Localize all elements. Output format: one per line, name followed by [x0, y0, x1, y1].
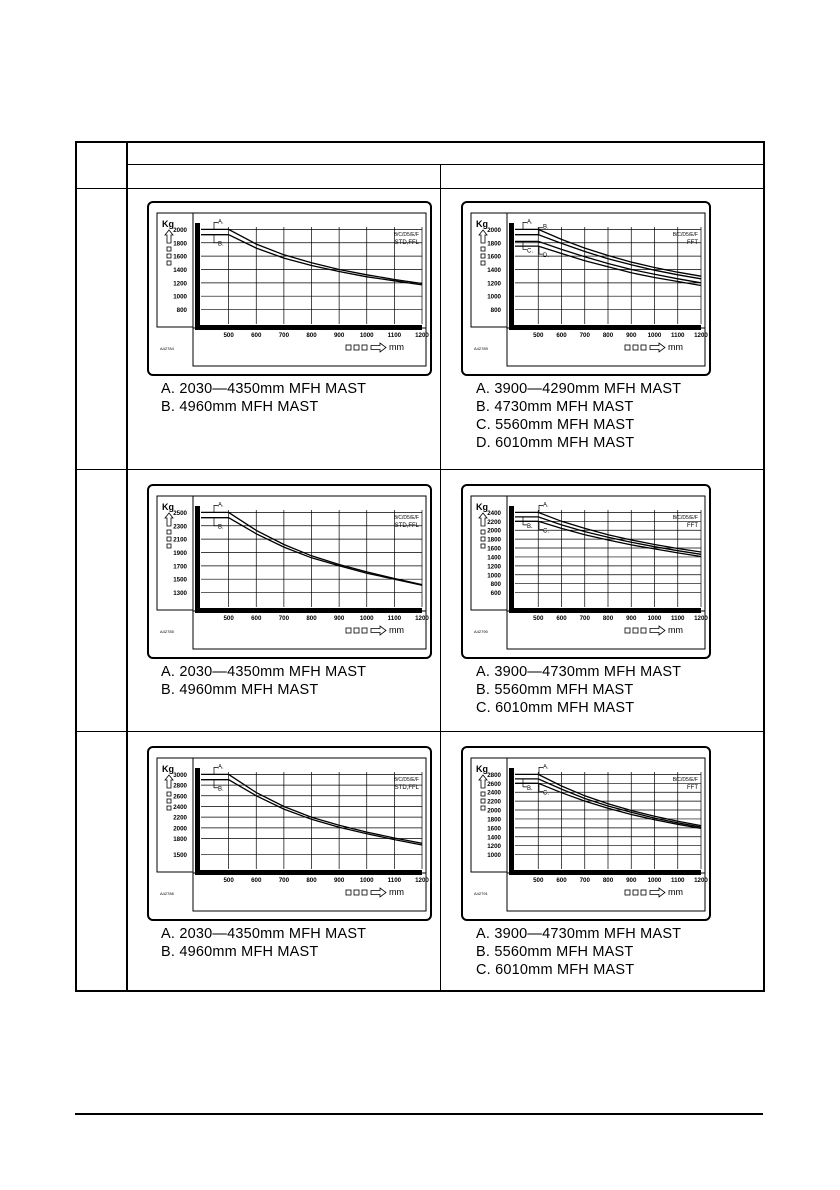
x-tick-label: 1000	[359, 615, 374, 622]
series-label: A.	[218, 764, 224, 771]
x-axis-label: mm	[668, 887, 683, 897]
unit-box-icon	[641, 628, 646, 633]
x-tick-label: 1100	[387, 615, 402, 622]
unit-box-icon	[167, 792, 171, 796]
y-tick-label: 1600	[173, 253, 187, 261]
legend-item: A. 2030—4350mm MFH MAST	[161, 664, 367, 680]
unit-box-icon	[167, 544, 171, 548]
x-tick-label: 500	[223, 615, 234, 622]
y-tick-label: 800	[490, 581, 501, 589]
up-arrow-icon	[165, 513, 173, 526]
x-tick-label: 1200	[415, 615, 429, 622]
unit-box-icon	[167, 537, 171, 541]
y-tick-label: 2200	[173, 814, 187, 822]
x-tick-label: 800	[306, 877, 317, 884]
y-tick-label: 1800	[487, 240, 501, 248]
y-axis-label: Kg	[162, 502, 174, 512]
x-tick-label: 1000	[359, 332, 374, 339]
legend-item: B. 4960mm MFH MAST	[161, 399, 319, 415]
legend-item: C. 6010mm MFH MAST	[476, 962, 635, 978]
series-label: B.	[527, 785, 533, 792]
x-tick-label: 700	[278, 877, 290, 884]
unit-box-icon	[362, 628, 367, 633]
y-tick-label: 1400	[173, 266, 187, 274]
series-label: A.	[218, 219, 224, 226]
y-tick-label: 800	[490, 307, 501, 315]
y-tick-label: 2200	[487, 518, 501, 526]
x-tick-label: 900	[333, 615, 345, 622]
figure-id: A42785	[160, 629, 174, 634]
unit-box-icon	[633, 628, 638, 633]
unit-box-icon	[481, 544, 485, 548]
chart-legend	[161, 925, 366, 961]
unit-box-icon	[481, 247, 485, 251]
chart-code: B/C/D5/E/F	[672, 777, 698, 783]
footer-rule	[75, 1113, 763, 1115]
y-tick-label: 2200	[487, 798, 501, 806]
plot-frame	[193, 758, 426, 873]
y-tick-label: 1500	[173, 576, 187, 584]
up-arrow-icon	[479, 230, 487, 243]
chart-tag: FFT	[687, 240, 698, 246]
x-axis-bar	[509, 608, 701, 613]
x-axis-bar	[509, 325, 701, 330]
chart-code: B/C/D5/E/F	[672, 232, 698, 238]
x-axis-bar	[195, 870, 422, 875]
chart-cell-r3-c1	[127, 732, 440, 990]
chart-cell-r2-c2	[441, 470, 763, 731]
series-label: B.	[527, 523, 533, 530]
y-tick-label: 2000	[487, 527, 501, 535]
x-tick-label: 700	[579, 615, 590, 622]
figure-id: A42790	[474, 629, 488, 634]
chart-cell-r2-c1	[127, 470, 440, 731]
chart-tag: STD,FFL	[394, 785, 419, 791]
chart-panel	[147, 201, 432, 376]
chart-legend	[476, 663, 681, 717]
series-label: C.	[543, 528, 549, 535]
chart-panel	[461, 201, 711, 376]
y-tick-label: 1300	[173, 590, 187, 598]
y-tick-label: 2300	[173, 523, 187, 531]
x-tick-label: 800	[602, 877, 614, 884]
chart-tag: STD,FFL	[394, 240, 419, 246]
up-arrow-icon	[479, 775, 487, 788]
y-tick-label: 1500	[173, 852, 187, 860]
y-tick-label: 1200	[173, 280, 187, 288]
y-tick-label: 3000	[173, 771, 187, 779]
right-arrow-icon	[650, 343, 665, 352]
x-tick-label: 1000	[647, 615, 662, 622]
chart-code: B/C/D5/E/F	[393, 777, 419, 783]
series-label: D.	[543, 253, 549, 260]
y-tick-label: 1000	[487, 572, 501, 580]
plot-frame	[507, 213, 705, 328]
x-tick-label: 700	[579, 877, 590, 884]
legend-item: A. 2030—4350mm MFH MAST	[161, 926, 367, 942]
y-tick-label: 1700	[173, 563, 187, 571]
y-tick-label: 2000	[173, 825, 187, 833]
unit-box-icon	[481, 537, 485, 541]
up-arrow-icon	[479, 513, 487, 526]
y-tick-label: 1800	[173, 836, 187, 844]
x-tick-label: 900	[333, 877, 345, 884]
unit-box-icon	[362, 890, 367, 895]
y-tick-label: 1800	[173, 240, 187, 248]
figure-id: A42791	[474, 891, 488, 896]
plot-frame	[193, 213, 426, 328]
chart-tag: FFT	[687, 785, 698, 791]
legend-item: B. 4960mm MFH MAST	[161, 944, 319, 960]
x-tick-label: 1200	[694, 615, 708, 622]
x-axis-label: mm	[389, 625, 404, 635]
x-tick-label: 600	[556, 877, 567, 884]
unit-box-icon	[481, 806, 485, 810]
x-tick-label: 900	[626, 877, 637, 884]
x-tick-label: 900	[626, 332, 637, 339]
series-label: C.	[527, 248, 533, 255]
chart-cell-r3-c2	[441, 732, 763, 990]
plot-frame	[193, 496, 426, 611]
x-tick-label: 900	[333, 332, 345, 339]
x-tick-label: 1200	[694, 877, 708, 884]
unit-box-icon	[167, 799, 171, 803]
unit-box-icon	[625, 628, 630, 633]
y-tick-label: 2400	[487, 789, 501, 797]
chart-legend	[476, 380, 681, 452]
legend-item: A. 2030—4350mm MFH MAST	[161, 381, 367, 397]
y-tick-label: 2000	[173, 226, 187, 234]
y-tick-label: 1400	[487, 266, 501, 274]
right-arrow-icon	[371, 888, 386, 897]
chart-panel	[147, 746, 432, 921]
unit-box-icon	[167, 806, 171, 810]
y-axis-bar	[509, 506, 514, 613]
plot-frame	[507, 496, 705, 611]
legend-item: C. 5560mm MFH MAST	[476, 417, 635, 433]
y-axis-bar	[195, 506, 200, 613]
x-tick-label: 700	[278, 615, 290, 622]
y-tick-label: 2000	[487, 226, 501, 234]
x-tick-label: 1000	[647, 332, 662, 339]
unit-box-icon	[481, 254, 485, 258]
unit-box-icon	[167, 254, 171, 258]
series-label: A.	[218, 502, 224, 509]
x-tick-label: 1100	[671, 615, 685, 622]
y-tick-label: 1000	[487, 293, 501, 301]
legend-item: A. 3900—4730mm MFH MAST	[476, 926, 682, 942]
y-axis-label: Kg	[476, 502, 488, 512]
figure-id: A42786	[160, 891, 174, 896]
unit-box-icon	[481, 530, 485, 534]
y-tick-label: 1600	[487, 253, 501, 261]
series-label: B.	[543, 224, 549, 231]
x-tick-label: 1000	[647, 877, 662, 884]
chart-code: B/C/D5/E/F	[393, 232, 419, 238]
chart-cell-r1-c2	[441, 189, 763, 469]
series-label: A.	[543, 764, 549, 771]
y-tick-label: 1000	[173, 293, 187, 301]
unit-box-icon	[362, 345, 367, 350]
unit-box-icon	[641, 890, 646, 895]
right-arrow-icon	[371, 626, 386, 635]
x-axis-label: mm	[389, 342, 404, 352]
y-tick-label: 1200	[487, 280, 501, 288]
y-axis-bar	[509, 768, 514, 875]
unit-box-icon	[167, 261, 171, 265]
y-tick-label: 2400	[173, 803, 187, 811]
y-tick-label: 2400	[487, 509, 501, 517]
table-header-rule-1	[126, 164, 763, 165]
unit-box-icon	[354, 345, 359, 350]
plot-frame	[507, 758, 705, 873]
unit-box-icon	[354, 628, 359, 633]
chart-legend	[161, 663, 366, 699]
x-tick-label: 800	[306, 332, 317, 339]
chart-tag: FFT	[687, 523, 698, 529]
legend-item: B. 5560mm MFH MAST	[476, 944, 634, 960]
y-axis-label: Kg	[476, 219, 488, 229]
y-tick-label: 800	[176, 307, 187, 315]
unit-box-icon	[354, 890, 359, 895]
unit-box-icon	[167, 247, 171, 251]
legend-item: B. 4960mm MFH MAST	[161, 682, 319, 698]
x-tick-label: 500	[533, 877, 544, 884]
up-arrow-icon	[165, 775, 173, 788]
x-tick-label: 500	[533, 332, 544, 339]
x-tick-label: 1000	[359, 877, 374, 884]
figure-id: A42789	[474, 346, 488, 351]
x-tick-label: 1200	[415, 332, 429, 339]
figure-id: A42784	[160, 346, 174, 351]
x-tick-label: 600	[251, 615, 262, 622]
right-arrow-icon	[650, 626, 665, 635]
x-tick-label: 800	[602, 615, 614, 622]
x-tick-label: 500	[223, 877, 234, 884]
y-tick-label: 2600	[487, 780, 501, 788]
x-axis-bar	[195, 608, 422, 613]
y-tick-label: 1000	[487, 852, 501, 860]
y-tick-label: 1400	[487, 554, 501, 562]
legend-item: D. 6010mm MFH MAST	[476, 435, 635, 451]
x-axis-label: mm	[389, 887, 404, 897]
series-label: A.	[543, 502, 549, 509]
y-tick-label: 600	[490, 590, 501, 598]
y-tick-label: 1200	[487, 843, 501, 851]
y-axis-label: Kg	[476, 764, 488, 774]
x-tick-label: 500	[533, 615, 544, 622]
series-label: B.	[218, 524, 224, 531]
x-tick-label: 1100	[671, 332, 685, 339]
unit-box-icon	[346, 890, 351, 895]
chart-legend	[476, 925, 681, 979]
x-tick-label: 1100	[671, 877, 685, 884]
right-arrow-icon	[650, 888, 665, 897]
chart-legend	[161, 380, 366, 416]
y-axis-bar	[509, 223, 514, 330]
y-axis-bar	[195, 768, 200, 875]
legend-item: B. 4730mm MFH MAST	[476, 399, 634, 415]
y-tick-label: 2000	[487, 807, 501, 815]
x-tick-label: 700	[278, 332, 290, 339]
x-axis-label: mm	[668, 625, 683, 635]
unit-box-icon	[481, 792, 485, 796]
unit-box-icon	[625, 890, 630, 895]
load-chart-table	[75, 141, 765, 992]
y-tick-label: 2100	[173, 536, 187, 544]
series-label: C.	[543, 790, 549, 797]
unit-box-icon	[625, 345, 630, 350]
unit-box-icon	[633, 345, 638, 350]
legend-item: B. 5560mm MFH MAST	[476, 682, 634, 698]
y-tick-label: 2500	[173, 509, 187, 517]
y-tick-label: 1800	[487, 536, 501, 544]
x-tick-label: 700	[579, 332, 590, 339]
x-tick-label: 800	[602, 332, 614, 339]
chart-code: B/C/D5/E/F	[393, 515, 419, 521]
y-axis-label: Kg	[162, 219, 174, 229]
unit-box-icon	[481, 261, 485, 265]
y-tick-label: 1400	[487, 834, 501, 842]
unit-box-icon	[167, 530, 171, 534]
x-tick-label: 600	[251, 332, 262, 339]
y-tick-label: 1200	[487, 563, 501, 571]
y-axis-label: Kg	[162, 764, 174, 774]
chart-cell-r1-c1	[127, 189, 440, 469]
x-tick-label: 600	[556, 615, 567, 622]
x-axis-label: mm	[668, 342, 683, 352]
y-tick-label: 2600	[173, 793, 187, 801]
y-axis-bar	[195, 223, 200, 330]
x-tick-label: 800	[306, 615, 317, 622]
x-tick-label: 500	[223, 332, 234, 339]
legend-item: A. 3900—4290mm MFH MAST	[476, 381, 682, 397]
x-tick-label: 900	[626, 615, 637, 622]
right-arrow-icon	[371, 343, 386, 352]
series-label: B.	[218, 786, 224, 793]
chart-tag: STD,FFL	[394, 523, 419, 529]
x-axis-bar	[195, 325, 422, 330]
y-tick-label: 2800	[487, 771, 501, 779]
chart-panel	[147, 484, 432, 659]
series-label: A.	[527, 219, 533, 226]
chart-panel	[461, 484, 711, 659]
unit-box-icon	[346, 628, 351, 633]
x-tick-label: 600	[251, 877, 262, 884]
chart-code: B/C/D5/E/F	[672, 515, 698, 521]
x-tick-label: 1200	[415, 877, 429, 884]
legend-item: A. 3900—4730mm MFH MAST	[476, 664, 682, 680]
x-axis-bar	[509, 870, 701, 875]
y-tick-label: 1900	[173, 549, 187, 557]
x-tick-label: 1100	[387, 877, 402, 884]
unit-box-icon	[641, 345, 646, 350]
chart-panel	[461, 746, 711, 921]
unit-box-icon	[346, 345, 351, 350]
series-label: B.	[218, 241, 224, 248]
x-tick-label: 600	[556, 332, 567, 339]
x-tick-label: 1200	[694, 332, 708, 339]
legend-item: C. 6010mm MFH MAST	[476, 700, 635, 716]
y-tick-label: 1600	[487, 545, 501, 553]
x-tick-label: 1100	[387, 332, 402, 339]
up-arrow-icon	[165, 230, 173, 243]
y-tick-label: 1800	[487, 816, 501, 824]
y-tick-label: 1600	[487, 825, 501, 833]
unit-box-icon	[481, 799, 485, 803]
y-tick-label: 2800	[173, 782, 187, 790]
unit-box-icon	[633, 890, 638, 895]
